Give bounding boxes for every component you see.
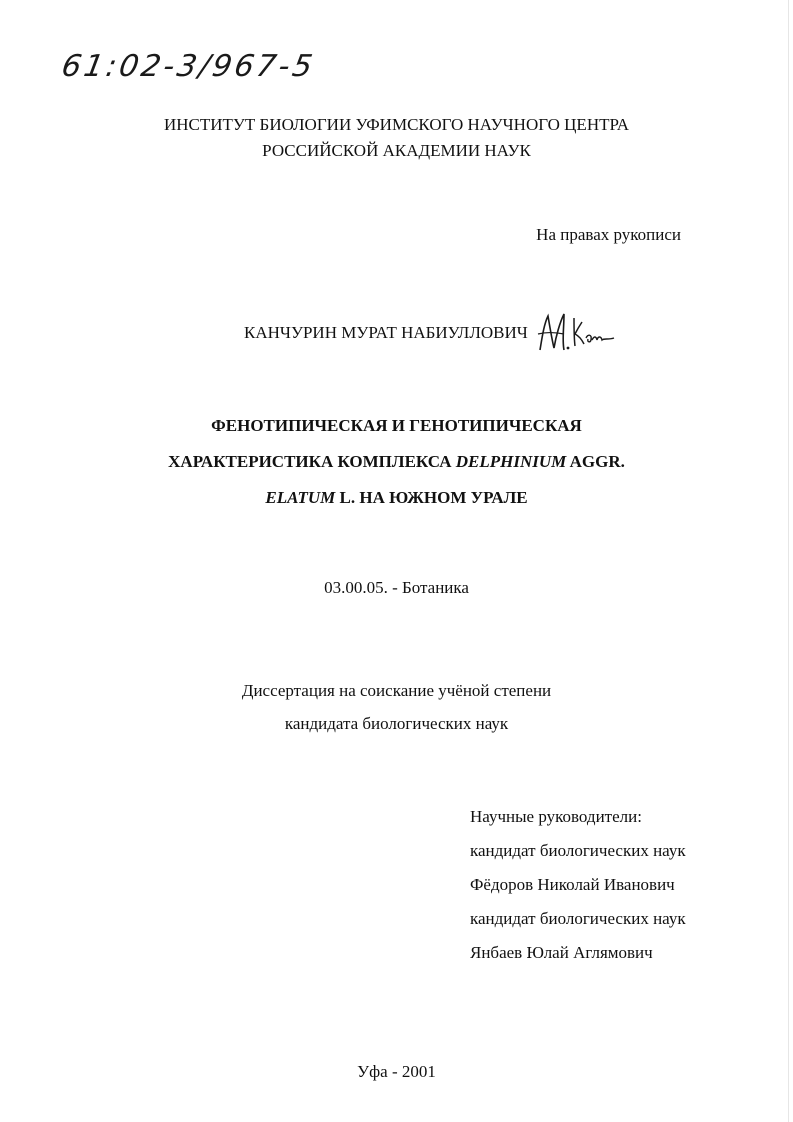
city-year: Уфа - 2001	[357, 1062, 436, 1081]
title-line-2-suffix: AGGR.	[566, 452, 625, 471]
advisor-2-name: Янбаев Юлай Аглямович	[470, 943, 653, 962]
dissertation-line-2: кандидата биологических наук	[284, 714, 509, 733]
scan-edge-line	[788, 0, 789, 1122]
title-line-2	[0, 444, 793, 480]
title-line-2-prefix: ХАРАКТЕРИСТИКА КОМПЛЕКСА	[168, 452, 456, 471]
archive-code-handwritten: 61:02-3/967-5	[59, 49, 318, 84]
title-species: ELATUM	[265, 488, 336, 507]
institute-line-1: ИНСТИТУТ БИОЛОГИИ УФИМСКОГО НАУЧНОГО ЦЕНТРА	[163, 115, 630, 134]
advisor-1-degree: кандидат биологических наук	[470, 841, 686, 860]
dissertation-line-1: Диссертация на соискание учёной степени	[241, 681, 552, 700]
title-line-1: ФЕНОТИПИЧЕСКАЯ И ГЕНОТИПИЧЕСКАЯ	[211, 416, 582, 435]
institute-line-2: РОССИЙСКОЙ АКАДЕМИИ НАУК	[262, 141, 531, 160]
manuscript-note: На правах рукописи	[536, 225, 681, 244]
specialty: 03.00.05. - Ботаника	[324, 578, 469, 597]
title-genus: DELPHINIUM	[455, 452, 567, 471]
title-line-3	[0, 480, 793, 516]
advisors-heading: Научные руководители:	[470, 807, 642, 826]
advisor-2-degree: кандидат биологических наук	[470, 909, 686, 928]
title-line-3-suffix: L. НА ЮЖНОМ УРАЛЕ	[335, 488, 528, 507]
advisor-1-name: Фёдоров Николай Иванович	[470, 875, 675, 894]
author-name: КАНЧУРИН МУРАТ НАБИУЛЛОВИЧ	[244, 323, 528, 342]
author-signature	[534, 310, 616, 356]
author-row	[244, 308, 616, 358]
advisors-block	[470, 800, 686, 970]
